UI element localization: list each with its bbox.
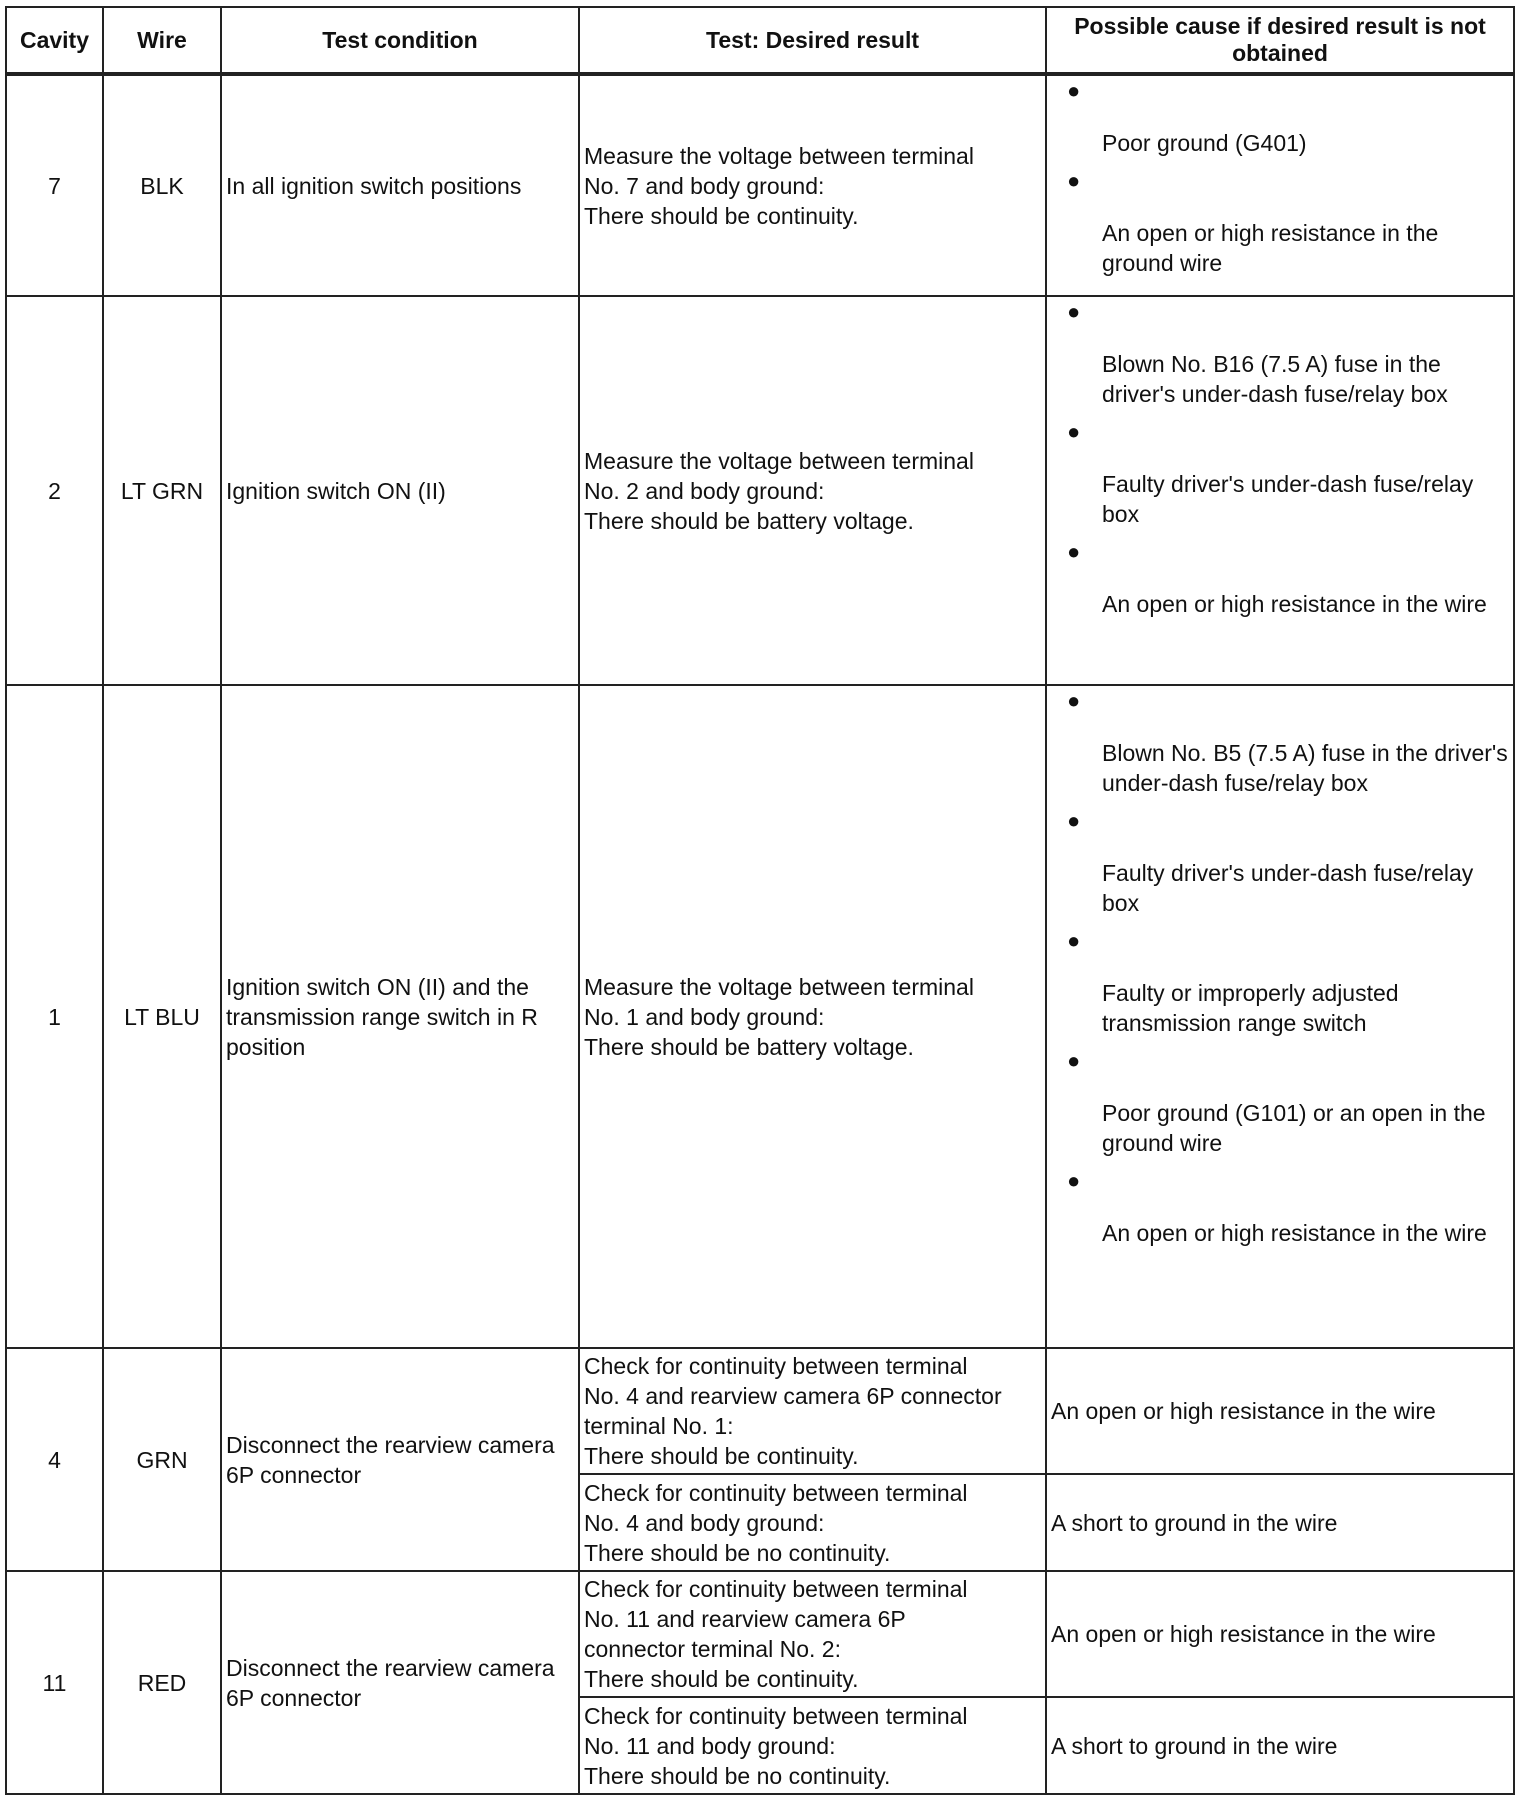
cause-list — [1047, 297, 1513, 627]
desired-result-cell — [579, 74, 1046, 296]
test-condition-cell: Ignition switch ON (II) — [221, 296, 579, 685]
table-row — [6, 296, 1514, 685]
cavity-cell: 11 — [6, 1571, 103, 1794]
cause-item — [1047, 417, 1513, 537]
cause-item — [1047, 166, 1513, 286]
cavity-cell: 1 — [6, 685, 103, 1348]
desired-result-text: Check for continuity between terminal No. 11 and body ground: There should be no continuity. — [584, 1702, 968, 1789]
cause-text: Poor ground (G101) or an open in the ground wire — [1102, 1100, 1486, 1156]
cause-text: Faulty driver's under-dash fuse/relay box — [1102, 860, 1474, 916]
table-row — [6, 685, 1514, 1348]
bullet-icon: ● — [1067, 1048, 1081, 1073]
desired-result-cell — [579, 1474, 1046, 1571]
cause-item — [1047, 686, 1513, 806]
cavity-cell: 4 — [6, 1348, 103, 1571]
desired-result-text: Measure the voltage between terminal No. 2 and body ground: There should be battery voltage. — [584, 447, 974, 534]
possible-cause-cell — [1046, 296, 1514, 685]
possible-cause-cell: An open or high resistance in the wire — [1046, 1348, 1514, 1474]
header-wire: Wire — [103, 7, 221, 74]
wire-cell: BLK — [103, 74, 221, 296]
wire-cell: RED — [103, 1571, 221, 1794]
test-condition-cell: In all ignition switch positions — [221, 74, 579, 296]
wire-cell: LT GRN — [103, 296, 221, 685]
header-row — [6, 7, 1514, 74]
bullet-icon: ● — [1067, 419, 1081, 444]
header-desired-result: Test: Desired result — [579, 7, 1046, 74]
possible-cause-cell: A short to ground in the wire — [1046, 1697, 1514, 1794]
troubleshooting-table — [5, 6, 1515, 1795]
desired-result-cell — [579, 296, 1046, 685]
bullet-icon: ● — [1067, 808, 1081, 833]
cavity-cell: 2 — [6, 296, 103, 685]
desired-result-text: Measure the voltage between terminal No. 1 and body ground: There should be battery voltage. — [584, 973, 974, 1060]
cause-text: Faulty or improperly adjusted transmission range switch — [1102, 980, 1399, 1036]
wire-cell: LT BLU — [103, 685, 221, 1348]
cause-item — [1047, 1046, 1513, 1166]
possible-cause-cell: An open or high resistance in the wire — [1046, 1571, 1514, 1697]
cause-item — [1047, 537, 1513, 627]
cause-text: An open or high resistance in the ground wire — [1102, 220, 1439, 276]
desired-result-cell — [579, 1571, 1046, 1697]
table-row — [6, 74, 1514, 296]
header-cavity: Cavity — [6, 7, 103, 74]
test-condition-cell: Ignition switch ON (II) and the transmission range switch in R position — [221, 685, 579, 1348]
cause-text: An open or high resistance in the wire — [1102, 591, 1487, 617]
wire-cell: GRN — [103, 1348, 221, 1571]
desired-result-text: Check for continuity between terminal No. 4 and body ground: There should be no continuity. — [584, 1479, 968, 1566]
table-row — [6, 1348, 1514, 1474]
cause-item — [1047, 926, 1513, 1046]
bullet-icon: ● — [1067, 928, 1081, 953]
bullet-icon: ● — [1067, 1168, 1081, 1193]
bullet-icon: ● — [1067, 168, 1081, 193]
desired-result-cell — [579, 1697, 1046, 1794]
desired-result-text: Measure the voltage between terminal No. 7 and body ground: There should be continuity. — [584, 142, 974, 229]
test-condition-cell: Disconnect the rearview camera 6P connector — [221, 1348, 579, 1571]
cause-text: Poor ground (G401) — [1102, 130, 1307, 156]
cause-item — [1047, 76, 1513, 166]
bullet-icon: ● — [1067, 78, 1081, 103]
test-condition-cell: Disconnect the rearview camera 6P connector — [221, 1571, 579, 1794]
desired-result-cell — [579, 685, 1046, 1348]
desired-result-cell — [579, 1348, 1046, 1474]
desired-result-text: Check for continuity between terminal No. 11 and rearview camera 6P connector terminal No. 2: There should be continuity. — [584, 1576, 968, 1692]
bullet-icon: ● — [1067, 299, 1081, 324]
cause-text: Blown No. B16 (7.5 A) fuse in the driver's under-dash fuse/relay box — [1102, 351, 1448, 407]
header-test-condition: Test condition — [221, 7, 579, 74]
cause-text: Faulty driver's under-dash fuse/relay box — [1102, 471, 1474, 527]
desired-result-text: Check for continuity between terminal No. 4 and rearview camera 6P connector terminal No. 1: There should be continuity. — [584, 1353, 1002, 1469]
header-possible-cause: Possible cause if desired result is not obtained — [1046, 7, 1514, 74]
table-row — [6, 1571, 1514, 1697]
cause-list — [1047, 686, 1513, 1256]
possible-cause-cell — [1046, 685, 1514, 1348]
cause-text: Blown No. B5 (7.5 A) fuse in the driver's under-dash fuse/relay box — [1102, 740, 1508, 796]
bullet-icon: ● — [1067, 688, 1081, 713]
bullet-icon: ● — [1067, 539, 1081, 564]
cause-item — [1047, 1166, 1513, 1256]
cause-text: An open or high resistance in the wire — [1102, 1220, 1487, 1246]
possible-cause-cell — [1046, 74, 1514, 296]
cause-list — [1047, 76, 1513, 286]
cause-item — [1047, 297, 1513, 417]
cavity-cell: 7 — [6, 74, 103, 296]
cause-item — [1047, 806, 1513, 926]
possible-cause-cell: A short to ground in the wire — [1046, 1474, 1514, 1571]
